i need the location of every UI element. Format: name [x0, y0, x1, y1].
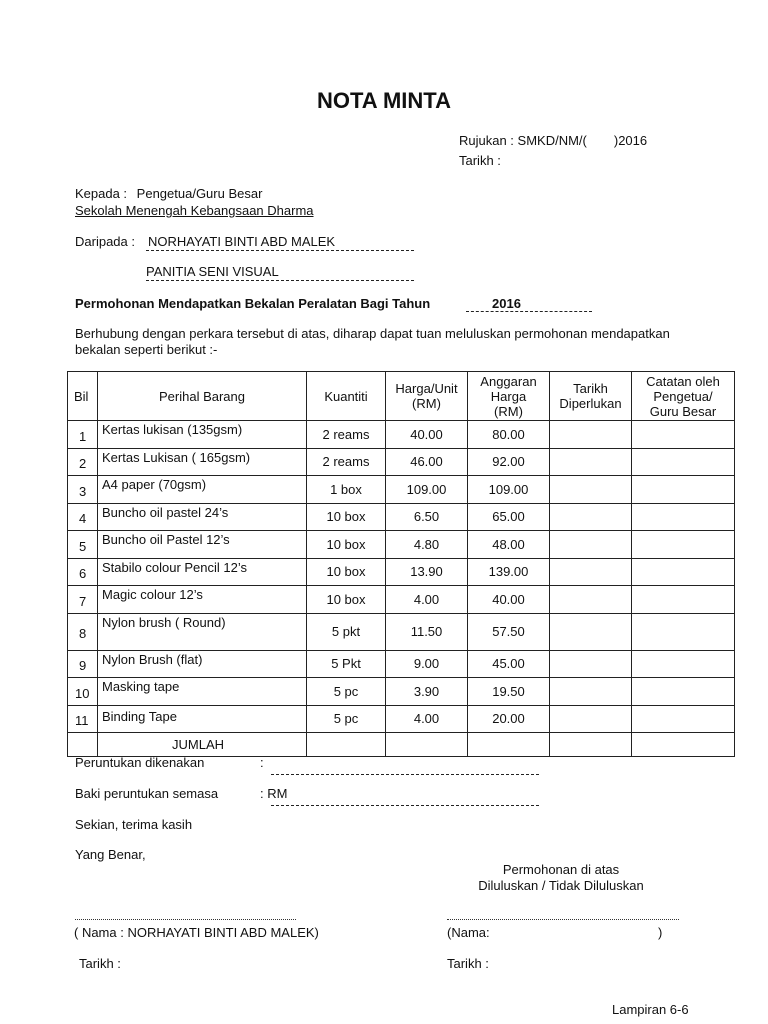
page-title: NOTA MINTA: [316, 88, 451, 113]
signature-line-right: [447, 908, 679, 920]
table-row: 5 Buncho oil Pastel 12’s 10 box 4.80 48.00: [68, 531, 735, 559]
sign-right-close: ): [658, 925, 663, 940]
table-row: 10 Masking tape 5 pc 3.90 19.50: [68, 678, 735, 706]
header-tarikh: Tarikh Diperlukan: [550, 372, 632, 421]
table-row: 3 A4 paper (70gsm) 1 box 109.00 109.00: [68, 476, 735, 504]
sign-left-name: ( Nama : NORHAYATI BINTI ABD MALEK): [74, 925, 319, 940]
tarikh-top: Tarikh :: [459, 153, 501, 168]
baki-blank: [271, 794, 539, 806]
peruntukan-colon: :: [260, 755, 264, 770]
kepada-label: Kepada :: [75, 186, 128, 201]
table-row: 7 Magic colour 12’s 10 box 4.00 40.00: [68, 586, 735, 614]
table-header-row: [68, 372, 735, 421]
sekian-text: Sekian, terima kasih: [75, 817, 193, 832]
table-row: 9 Nylon Brush (flat) 5 Pkt 9.00 45.00: [68, 650, 735, 678]
permohonan-text: Permohonan Mendapatkan Bekalan Peralatan Bagi Tahun: [75, 296, 431, 311]
rujukan-line: [459, 133, 647, 148]
baki-label: Baki peruntukan semasa: [75, 786, 219, 801]
header-bil: Bil: [68, 372, 98, 421]
header-kuantiti: Kuantiti: [307, 372, 386, 421]
approval-line-1: Permohonan di atas: [502, 862, 620, 877]
rujukan-label: Rujukan : SMKD/NM/(: [459, 133, 587, 148]
header-catatan: Catatan oleh Pengetua/ Guru Besar: [632, 372, 735, 421]
tarikh-right: Tarikh :: [447, 956, 489, 971]
items-table: [67, 371, 735, 757]
table-row: 8 Nylon brush ( Round) 5 pkt 11.50 57.50: [68, 613, 735, 650]
intro-line-1: Berhubung dengan perkara tersebut di atas, diharap dapat tuan meluluskan permohonan mendapatkan: [75, 326, 670, 341]
header-anggaran: Anggaran Harga (RM): [468, 372, 550, 421]
table-row: 1 Kertas lukisan (135gsm) 2 reams 40.00 80.00: [68, 421, 735, 449]
header-harga: Harga/Unit (RM): [386, 372, 468, 421]
baki-value: : RM: [260, 786, 288, 801]
jumlah-label: JUMLAH: [98, 733, 307, 757]
tarikh-left: Tarikh :: [79, 956, 121, 971]
signature-line-left: [75, 908, 296, 920]
yang-benar-text: Yang Benar,: [75, 847, 146, 862]
header-perihal: Perihal Barang: [98, 372, 307, 421]
peruntukan-blank: [271, 762, 539, 775]
table-row: 11 Binding Tape 5 pc 4.00 20.00: [68, 705, 735, 733]
table-jumlah-row: [68, 733, 735, 757]
daripada-name: NORHAYATI BINTI ABD MALEK: [146, 234, 414, 251]
kepada-line: [75, 186, 262, 201]
table-row: 2 Kertas Lukisan ( 165gsm) 2 reams 46.00 92.00: [68, 448, 735, 476]
table-row: 6 Stabilo colour Pencil 12’s 10 box 13.90 139.00: [68, 558, 735, 586]
rujukan-year: )2016: [613, 133, 648, 148]
approval-line-2: Diluluskan / Tidak Diluluskan: [478, 878, 644, 893]
permohonan-year: 2016: [466, 296, 592, 312]
daripada-label: Daripada :: [75, 234, 135, 249]
sign-right-name: (Nama:: [447, 925, 490, 940]
peruntukan-label: Peruntukan dikenakan: [75, 755, 205, 770]
table-row: 4 Buncho oil pastel 24’s 10 box 6.50 65.00: [68, 503, 735, 531]
school-name: Sekolah Menengah Kebangsaan Dharma: [75, 203, 314, 218]
intro-line-2: bekalan seperti berikut :-: [75, 342, 218, 357]
lampiran-label: Lampiran 6-6: [612, 1002, 689, 1017]
daripada-panel: PANITIA SENI VISUAL: [146, 264, 414, 281]
kepada-value: Pengetua/Guru Besar: [136, 186, 263, 201]
